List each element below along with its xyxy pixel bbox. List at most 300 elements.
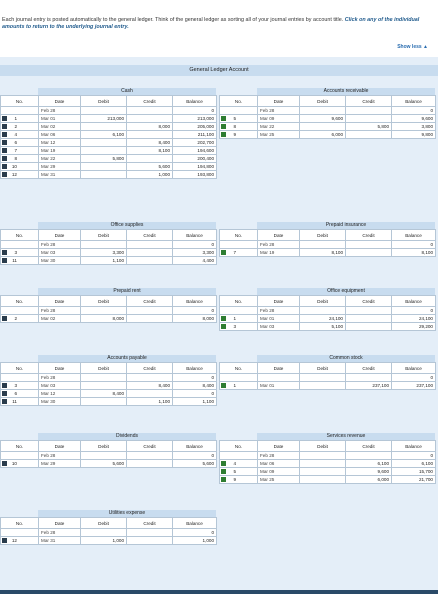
- entry-credit-amount: [346, 131, 392, 139]
- entry-number[interactable]: [220, 382, 258, 390]
- column-header-balance: Balance: [173, 363, 217, 374]
- entry-date: Feb 28: [39, 452, 81, 460]
- entry-balance-amount: 8,100: [392, 249, 436, 257]
- row-marker-icon: [221, 383, 226, 388]
- entry-date: Feb 28: [258, 107, 300, 115]
- entry-debit-amount[interactable]: 1,000: [81, 537, 127, 545]
- entry-number: [1, 307, 39, 315]
- table-row: [220, 123, 436, 131]
- entry-number[interactable]: [1, 171, 39, 179]
- row-marker-icon: [2, 391, 7, 396]
- table-row: [220, 468, 436, 476]
- column-header-credit: Credit: [127, 230, 173, 241]
- ledger-header-row: [1, 363, 217, 374]
- column-header-date: Date: [39, 296, 81, 307]
- show-less-toggle[interactable]: Show less ▲: [397, 44, 428, 50]
- ledger-account-title: Dividends: [38, 433, 216, 440]
- row-marker-icon: [2, 156, 7, 161]
- ledger-prepaid-insurance: [219, 222, 435, 257]
- ledger-accounts-payable: [0, 355, 216, 406]
- entry-date: Mar 03: [258, 323, 300, 331]
- entry-number-label: 11: [12, 258, 17, 263]
- entry-date: Mar 25: [258, 131, 300, 139]
- table-row: [1, 147, 217, 155]
- entry-number[interactable]: [220, 115, 258, 123]
- entry-number-label: 9: [233, 132, 236, 137]
- entry-number-label: 10: [11, 164, 17, 169]
- table-row: [1, 249, 217, 257]
- entry-debit-amount: [81, 398, 127, 406]
- entry-balance-amount: 3,800: [392, 123, 436, 131]
- entry-number[interactable]: [1, 115, 39, 123]
- row-marker-icon: [221, 324, 226, 329]
- ledger-header-row: [220, 441, 436, 452]
- table-row: [1, 537, 217, 545]
- entry-debit-amount: [81, 163, 127, 171]
- table-row: [1, 382, 217, 390]
- ledger-account-title: Accounts receivable: [257, 88, 435, 95]
- table-row: [1, 315, 217, 323]
- entry-debit-amount[interactable]: 1,100: [81, 257, 127, 265]
- entry-debit-amount: [81, 382, 127, 390]
- table-row: [220, 460, 436, 468]
- entry-number[interactable]: [220, 323, 258, 331]
- table-row: [1, 390, 217, 398]
- table-row: [220, 323, 436, 331]
- entry-number[interactable]: [1, 460, 39, 468]
- entry-balance-amount: 9,800: [392, 131, 436, 139]
- entry-balance-amount: 211,100: [173, 131, 217, 139]
- entry-number: [220, 241, 258, 249]
- entry-date: Feb 28: [39, 374, 81, 382]
- ledger-table: [219, 440, 436, 484]
- row-marker-icon: [2, 172, 7, 177]
- column-header-no: No.: [220, 230, 258, 241]
- entry-debit-amount: [300, 374, 346, 382]
- entry-balance-amount: 0: [392, 307, 436, 315]
- column-header-debit: Debit: [81, 518, 127, 529]
- entry-date: Mar 03: [39, 249, 81, 257]
- table-row: [220, 115, 436, 123]
- entry-credit-amount[interactable]: 237,100: [346, 382, 392, 390]
- entry-number: [220, 107, 258, 115]
- row-marker-icon: [2, 383, 7, 388]
- entry-credit-amount: [127, 452, 173, 460]
- entry-number-label: 12: [11, 538, 17, 543]
- entry-number[interactable]: [220, 123, 258, 131]
- entry-number-label: 7: [14, 148, 17, 153]
- column-header-balance: Balance: [173, 296, 217, 307]
- entry-credit-amount: [346, 315, 392, 323]
- column-header-debit: Debit: [81, 363, 127, 374]
- column-header-credit: Credit: [346, 363, 392, 374]
- ledger-table: [219, 295, 436, 331]
- entry-balance-amount: 24,100: [392, 315, 436, 323]
- column-header-balance: Balance: [392, 296, 436, 307]
- table-row: [220, 249, 436, 257]
- table-row: [1, 307, 217, 315]
- column-header-date: Date: [39, 230, 81, 241]
- entry-debit-amount: [300, 107, 346, 115]
- entry-debit-amount: [300, 241, 346, 249]
- column-header-date: Date: [258, 230, 300, 241]
- entry-date: Mar 06: [39, 131, 81, 139]
- row-marker-icon: [2, 148, 7, 153]
- entry-balance-amount: 5,600: [173, 460, 217, 468]
- table-row: [1, 139, 217, 147]
- table-row: [220, 382, 436, 390]
- entry-number[interactable]: [220, 468, 258, 476]
- ledger-header-row: [220, 230, 436, 241]
- entry-number-label: 3: [14, 250, 17, 255]
- entry-date: Mar 19: [39, 147, 81, 155]
- entry-balance-amount: 202,700: [173, 139, 217, 147]
- column-header-debit: Debit: [300, 96, 346, 107]
- entry-debit-amount: [300, 476, 346, 484]
- entry-credit-amount: [346, 107, 392, 115]
- row-marker-icon: [221, 250, 226, 255]
- entry-number-label: 12: [11, 172, 17, 177]
- column-header-no: No.: [1, 363, 39, 374]
- table-row: [220, 452, 436, 460]
- entry-credit-amount[interactable]: 1,100: [127, 398, 173, 406]
- entry-balance-amount: 194,800: [173, 163, 217, 171]
- table-row: [1, 529, 217, 537]
- entry-number[interactable]: [1, 123, 39, 131]
- entry-balance-amount: 21,700: [392, 476, 436, 484]
- entry-number-label: 1: [233, 316, 236, 321]
- entry-number: [220, 452, 258, 460]
- entry-number[interactable]: [1, 537, 39, 545]
- ledger-account-title: Office equipment: [257, 288, 435, 295]
- entry-date: Mar 31: [39, 537, 81, 545]
- column-header-no: No.: [220, 363, 258, 374]
- entry-date: Mar 30: [39, 398, 81, 406]
- ledger-header-row: [220, 363, 436, 374]
- row-marker-icon: [2, 250, 7, 255]
- entry-number: [220, 307, 258, 315]
- column-header-balance: Balance: [173, 96, 217, 107]
- entry-number-label: 5: [233, 116, 236, 121]
- entry-debit-amount[interactable]: 3,300: [81, 249, 127, 257]
- entry-number[interactable]: [1, 382, 39, 390]
- entry-date: Feb 28: [39, 307, 81, 315]
- entry-debit-amount: [300, 382, 346, 390]
- entry-number[interactable]: [220, 315, 258, 323]
- entry-date: Mar 01: [258, 382, 300, 390]
- ledger-account-title: Common stock: [257, 355, 435, 362]
- entry-date: Mar 09: [258, 115, 300, 123]
- entry-number[interactable]: [1, 139, 39, 147]
- ledger-header-row: [1, 296, 217, 307]
- entry-number-label: 3: [14, 383, 17, 388]
- entry-number[interactable]: [1, 390, 39, 398]
- entry-debit-amount: [81, 123, 127, 131]
- entry-credit-amount: [127, 374, 173, 382]
- ledger-account-title: Prepaid insurance: [257, 222, 435, 229]
- entry-number-label: 8: [233, 124, 236, 129]
- entry-debit-amount: [300, 307, 346, 315]
- entry-debit-amount[interactable]: 24,100: [300, 315, 346, 323]
- entry-number-label: 8: [14, 156, 17, 161]
- row-marker-icon: [221, 124, 226, 129]
- entry-debit-amount: [300, 452, 346, 460]
- entry-date: Mar 01: [258, 315, 300, 323]
- entry-number[interactable]: [220, 460, 258, 468]
- entry-date: Mar 06: [258, 460, 300, 468]
- entry-debit-amount: [81, 107, 127, 115]
- ledger-header-row: [1, 230, 217, 241]
- row-marker-icon: [2, 538, 7, 543]
- ledger-prepaid-rent: [0, 288, 216, 323]
- column-header-debit: Debit: [300, 441, 346, 452]
- entry-number[interactable]: [1, 249, 39, 257]
- column-header-credit: Credit: [346, 296, 392, 307]
- column-header-balance: Balance: [392, 96, 436, 107]
- entry-number: [1, 107, 39, 115]
- row-marker-icon: [2, 316, 7, 321]
- entry-number[interactable]: [220, 131, 258, 139]
- row-marker-icon: [2, 258, 7, 263]
- ledger-services-revenue: [219, 433, 435, 484]
- entry-credit-amount: [127, 537, 173, 545]
- entry-credit-amount[interactable]: 5,800: [346, 123, 392, 131]
- entry-number-label: 11: [12, 399, 17, 404]
- entry-debit-amount[interactable]: 6,100: [81, 131, 127, 139]
- table-row: [1, 374, 217, 382]
- table-row: [1, 460, 217, 468]
- row-marker-icon: [2, 132, 7, 137]
- entry-credit-amount: [127, 131, 173, 139]
- entry-number: [1, 241, 39, 249]
- column-header-no: No.: [1, 296, 39, 307]
- row-marker-icon: [221, 116, 226, 121]
- entry-date: Feb 28: [39, 107, 81, 115]
- entry-credit-amount: [346, 241, 392, 249]
- entry-balance-amount: 0: [173, 390, 217, 398]
- entry-balance-amount: 0: [173, 107, 217, 115]
- row-marker-icon: [221, 469, 226, 474]
- entry-credit-amount[interactable]: 8,100: [127, 147, 173, 155]
- column-header-credit: Credit: [346, 441, 392, 452]
- entry-debit-amount: [300, 468, 346, 476]
- entry-number[interactable]: [1, 398, 39, 406]
- column-header-no: No.: [1, 96, 39, 107]
- entry-date: Feb 28: [258, 307, 300, 315]
- entry-credit-amount: [127, 241, 173, 249]
- column-header-no: No.: [1, 441, 39, 452]
- entry-number[interactable]: [1, 163, 39, 171]
- entry-debit-amount[interactable]: 5,800: [81, 155, 127, 163]
- entry-credit-amount: [127, 460, 173, 468]
- entry-number-label: 1: [14, 116, 17, 121]
- ledger-table: [0, 362, 217, 406]
- entry-number-label: 5: [233, 469, 236, 474]
- entry-credit-amount[interactable]: 6,100: [346, 460, 392, 468]
- entry-credit-amount: [127, 115, 173, 123]
- entry-date: Mar 22: [258, 123, 300, 131]
- ledger-table: [0, 229, 217, 265]
- entry-number-label: 6: [14, 140, 17, 145]
- entry-date: Mar 02: [39, 315, 81, 323]
- general-ledger-title: General Ledger Account: [0, 65, 438, 76]
- entry-debit-amount[interactable]: 9,600: [300, 115, 346, 123]
- column-header-balance: Balance: [392, 441, 436, 452]
- ledger-table: [0, 517, 217, 545]
- table-row: [220, 315, 436, 323]
- entry-balance-amount: 8,400: [173, 382, 217, 390]
- entry-date: Mar 25: [258, 476, 300, 484]
- entry-balance-amount: 0: [392, 452, 436, 460]
- column-header-no: No.: [220, 96, 258, 107]
- entry-date: Feb 28: [39, 529, 81, 537]
- table-row: [1, 131, 217, 139]
- entry-number-label: 6: [14, 391, 17, 396]
- instructions-link-hint: Click on any of the individual amounts to return to the underlying journal entry.: [2, 17, 420, 30]
- table-row: [220, 107, 436, 115]
- entry-credit-amount[interactable]: 6,000: [346, 476, 392, 484]
- entry-balance-amount: 0: [392, 107, 436, 115]
- entry-date: Mar 12: [39, 139, 81, 147]
- entry-credit-amount: [346, 374, 392, 382]
- entry-credit-amount[interactable]: 1,000: [127, 171, 173, 179]
- entry-debit-amount: [81, 374, 127, 382]
- entry-debit-amount[interactable]: 5,100: [300, 323, 346, 331]
- ledger-header-row: [1, 441, 217, 452]
- entry-debit-amount[interactable]: 6,000: [300, 131, 346, 139]
- column-header-date: Date: [258, 441, 300, 452]
- column-header-balance: Balance: [173, 230, 217, 241]
- entry-number[interactable]: [1, 131, 39, 139]
- entry-credit-amount: [127, 155, 173, 163]
- entry-credit-amount: [127, 307, 173, 315]
- entry-credit-amount: [127, 390, 173, 398]
- column-header-balance: Balance: [392, 363, 436, 374]
- table-row: [1, 123, 217, 131]
- column-header-date: Date: [258, 96, 300, 107]
- ledger-header-row: [1, 96, 217, 107]
- entry-debit-amount: [81, 147, 127, 155]
- entry-balance-amount: 0: [392, 241, 436, 249]
- entry-balance-amount: 237,100: [392, 382, 436, 390]
- entry-number[interactable]: [220, 476, 258, 484]
- table-row: [1, 155, 217, 163]
- entry-date: Mar 31: [39, 171, 81, 179]
- entry-credit-amount: [346, 452, 392, 460]
- column-header-credit: Credit: [127, 96, 173, 107]
- table-row: [1, 241, 217, 249]
- entry-debit-amount[interactable]: 8,400: [81, 390, 127, 398]
- entry-date: Mar 22: [39, 155, 81, 163]
- entry-credit-amount[interactable]: 5,600: [127, 163, 173, 171]
- column-header-debit: Debit: [300, 363, 346, 374]
- entry-number[interactable]: [1, 257, 39, 265]
- entry-number[interactable]: [1, 147, 39, 155]
- ledger-account-title: Accounts payable: [38, 355, 216, 362]
- column-header-date: Date: [39, 518, 81, 529]
- ledger-table: [219, 229, 436, 257]
- column-header-date: Date: [39, 441, 81, 452]
- entry-credit-amount: [346, 307, 392, 315]
- entry-balance-amount: 213,000: [173, 115, 217, 123]
- entry-balance-amount: 0: [173, 529, 217, 537]
- entry-balance-amount: 200,400: [173, 155, 217, 163]
- ledger-header-row: [220, 96, 436, 107]
- entry-debit-amount[interactable]: 8,000: [81, 315, 127, 323]
- entry-number[interactable]: [220, 249, 258, 257]
- column-header-credit: Credit: [127, 441, 173, 452]
- entry-balance-amount: 3,300: [173, 249, 217, 257]
- table-row: [1, 171, 217, 179]
- entry-debit-amount: [81, 529, 127, 537]
- entry-debit-amount: [81, 307, 127, 315]
- entry-date: Mar 03: [39, 382, 81, 390]
- row-marker-icon: [2, 399, 7, 404]
- row-marker-icon: [2, 164, 7, 169]
- entry-balance-amount: 0: [173, 374, 217, 382]
- instructions-text: [2, 17, 434, 31]
- entry-debit-amount: [300, 123, 346, 131]
- entry-balance-amount: 0: [173, 452, 217, 460]
- column-header-debit: Debit: [81, 96, 127, 107]
- ledger-cash: [0, 88, 216, 179]
- entry-number-label: 7: [233, 250, 236, 255]
- entry-credit-amount[interactable]: 9,600: [346, 468, 392, 476]
- entry-date: Mar 29: [39, 460, 81, 468]
- entry-number-label: 4: [14, 132, 17, 137]
- entry-balance-amount: 0: [392, 374, 436, 382]
- entry-date: Mar 12: [39, 390, 81, 398]
- entry-debit-amount[interactable]: 5,600: [81, 460, 127, 468]
- entry-credit-amount[interactable]: 8,400: [127, 382, 173, 390]
- entry-number: [1, 374, 39, 382]
- table-row: [1, 257, 217, 265]
- entry-credit-amount: [346, 249, 392, 257]
- column-header-date: Date: [258, 296, 300, 307]
- entry-number-label: 2: [14, 316, 17, 321]
- entry-credit-amount: [127, 257, 173, 265]
- row-marker-icon: [2, 116, 7, 121]
- entry-credit-amount: [346, 323, 392, 331]
- table-row: [1, 452, 217, 460]
- entry-balance-amount: 0: [173, 241, 217, 249]
- column-header-credit: Credit: [346, 96, 392, 107]
- entry-date: Feb 28: [258, 452, 300, 460]
- column-header-date: Date: [258, 363, 300, 374]
- entry-number[interactable]: [1, 315, 39, 323]
- column-header-debit: Debit: [81, 230, 127, 241]
- ledger-table: [0, 95, 217, 179]
- row-marker-icon: [221, 132, 226, 137]
- entry-credit-amount[interactable]: 8,400: [127, 139, 173, 147]
- entry-date: Mar 09: [258, 468, 300, 476]
- entry-number-label: 3: [233, 324, 236, 329]
- entry-balance-amount: 8,000: [173, 315, 217, 323]
- ledger-table: [0, 295, 217, 323]
- entry-balance-amount: 4,400: [173, 257, 217, 265]
- column-header-debit: Debit: [300, 296, 346, 307]
- entry-number-label: 9: [233, 477, 236, 482]
- entry-credit-amount[interactable]: 8,000: [127, 123, 173, 131]
- ledger-account-title: Office supplies: [38, 222, 216, 229]
- table-row: [220, 131, 436, 139]
- entry-date: [258, 374, 300, 382]
- entry-credit-amount: [346, 115, 392, 123]
- entry-debit-amount[interactable]: 213,000: [81, 115, 127, 123]
- table-row: [220, 476, 436, 484]
- entry-debit-amount[interactable]: 8,100: [300, 249, 346, 257]
- entry-number[interactable]: [1, 155, 39, 163]
